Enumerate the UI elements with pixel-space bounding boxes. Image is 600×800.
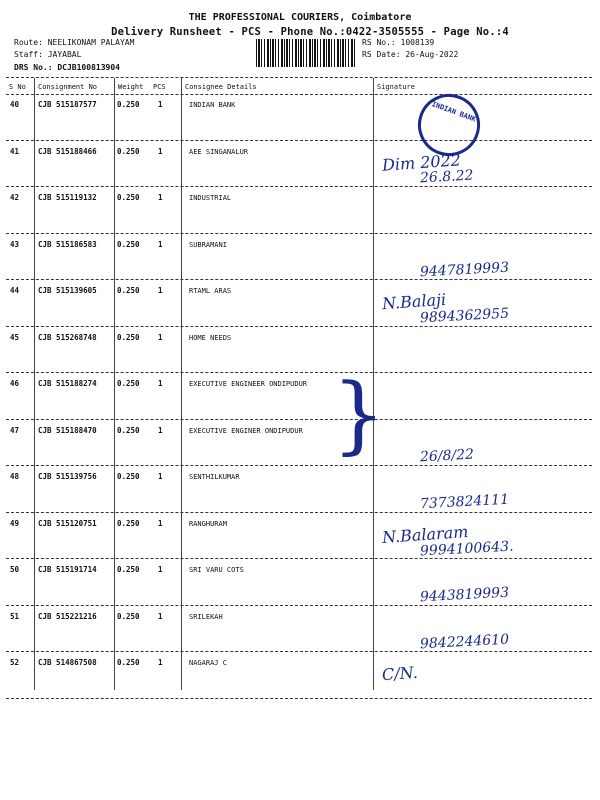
row-weight: 0.250	[117, 379, 140, 388]
row-weight: 0.250	[117, 611, 140, 621]
row-signature-note: 9894362955	[419, 305, 510, 327]
row-pcs: 1	[158, 100, 163, 109]
row-sno: 49	[10, 518, 20, 528]
column-divider	[114, 78, 115, 690]
row-weight: 0.250	[117, 565, 140, 574]
row-divider	[6, 605, 592, 606]
document-subtitle: Delivery Runsheet - PCS - Phone No.:0422-3505555 - Page No.:4	[111, 26, 509, 38]
row-consignment-no: CJB 514867508	[38, 658, 97, 667]
column-header-sno: S No	[9, 83, 26, 91]
row-weight: 0.250	[117, 518, 140, 528]
row-signature-note: 9443819993	[419, 584, 510, 606]
route-label: Route: NEELIKONAM PALAYAM	[14, 38, 135, 47]
row-pcs: 1	[158, 332, 163, 342]
row-consignment-no: CJB 515188466	[38, 146, 97, 156]
row-consignment-no: CJB 515119132	[38, 193, 97, 202]
column-header-pcs: PCS	[153, 83, 166, 91]
row-sno: 50	[10, 565, 20, 574]
row-signature-note: 7373824111	[419, 491, 510, 513]
row-pcs: 1	[158, 146, 163, 156]
row-consignment-no: CJB 515188274	[38, 379, 97, 388]
column-divider	[34, 78, 35, 690]
row-sno: 45	[10, 332, 20, 342]
row-signature-note: 9842244610	[419, 631, 510, 652]
row-divider	[6, 419, 592, 420]
row-consignee: SRILEKAH	[189, 612, 223, 621]
row-sno: 46	[10, 379, 20, 388]
row-sno: 44	[10, 286, 20, 295]
row-pcs: 1	[158, 518, 163, 528]
row-divider	[6, 186, 592, 187]
row-pcs: 1	[158, 239, 163, 249]
row-consignee: SENTHILKUMAR	[189, 473, 240, 481]
row-pcs: 1	[158, 565, 163, 574]
row-consignee: SUBRAMANI	[189, 240, 227, 249]
row-divider	[6, 558, 592, 559]
header-bottom-rule	[6, 94, 592, 95]
column-divider	[181, 78, 182, 690]
bank-stamp: INDIAN BANK	[409, 85, 488, 164]
row-consignment-no: CJB 515221216	[38, 611, 97, 621]
row-signature: C/N.	[381, 662, 419, 685]
row-divider	[6, 698, 592, 699]
row-consignee: NAGARAJ C	[189, 659, 227, 667]
row-consignment-no: CJB 515186583	[38, 239, 97, 249]
row-weight: 0.250	[117, 286, 140, 295]
row-pcs: 1	[158, 658, 163, 667]
row-consignment-no: CJB 515120751	[38, 518, 97, 528]
row-sno: 40	[10, 100, 20, 109]
row-divider	[6, 279, 592, 280]
row-sno: 51	[10, 611, 20, 621]
row-weight: 0.250	[117, 472, 140, 481]
row-pcs: 1	[158, 611, 163, 621]
row-pcs: 1	[158, 286, 163, 295]
row-weight: 0.250	[117, 658, 140, 667]
column-header-consignment: Consignment No	[38, 83, 98, 91]
row-sno: 42	[10, 193, 20, 202]
row-weight: 0.250	[117, 332, 140, 342]
rs-date: RS Date: 26-Aug-2022	[362, 50, 459, 59]
row-sno: 43	[10, 239, 20, 249]
row-signature: N.Balaram	[381, 521, 469, 547]
row-weight: 0.250	[117, 425, 140, 435]
row-sno: 41	[10, 146, 20, 156]
header-top-rule	[6, 77, 592, 78]
row-pcs: 1	[158, 425, 163, 435]
row-sno: 52	[10, 658, 20, 667]
row-consignee: INDIAN BANK	[189, 101, 236, 109]
row-consignee: RANGHURAM	[189, 519, 227, 528]
row-consignee: INDUSTRIAL	[189, 194, 232, 202]
row-consignee: AEE SINGANALUR	[189, 147, 249, 156]
row-consignment-no: CJB 515268748	[38, 332, 97, 342]
row-divider	[6, 140, 592, 141]
staff-label: Staff: JAYABAL	[14, 50, 82, 59]
row-weight: 0.250	[117, 146, 140, 156]
row-consignee: RTAML ARAS	[189, 287, 232, 295]
row-signature: Dim 2022	[381, 149, 462, 175]
rs-number: RS No.: 1008139	[362, 38, 435, 47]
row-weight: 0.250	[117, 100, 140, 109]
row-consignment-no: CJB 515191714	[38, 565, 97, 574]
row-signature-note: 26.8.22	[419, 167, 474, 186]
row-weight: 0.250	[117, 239, 140, 249]
row-divider	[6, 651, 592, 652]
row-signature: N.Balaji	[381, 289, 447, 314]
row-pcs: 1	[158, 193, 163, 202]
row-consignment-no: CJB 515187577	[38, 100, 97, 109]
barcode	[256, 39, 356, 67]
row-signature-note: 9447819993	[419, 259, 510, 280]
row-signature-note: 9994100643.	[419, 538, 514, 559]
column-header-consignee: Consignee Details	[185, 83, 257, 91]
row-consignment-no: CJB 515188470	[38, 425, 97, 435]
row-consignee: SRI VARU COTS	[189, 566, 244, 574]
column-header-weight: Weight	[118, 83, 144, 91]
row-divider	[6, 465, 592, 466]
row-divider	[6, 233, 592, 234]
drs-number: DRS No.: DCJB100813904	[14, 63, 120, 72]
row-consignment-no: CJB 515139605	[38, 286, 97, 295]
row-sno: 48	[10, 472, 20, 481]
column-header-signature: Signature	[377, 83, 415, 91]
bracket-mark: }	[332, 365, 386, 463]
row-pcs: 1	[158, 379, 163, 388]
row-consignee: EXECUTIVE ENGINER ONDIPUDUR	[189, 426, 303, 435]
row-consignee: EXECUTIVE ENGINEER ONDIPUDUR	[189, 380, 308, 388]
document-title: THE PROFESSIONAL COURIERS, Coimbatore	[188, 12, 412, 23]
row-divider	[6, 326, 592, 327]
row-divider	[6, 512, 592, 513]
row-consignee: HOME NEEDS	[189, 333, 232, 342]
row-divider	[6, 372, 592, 373]
row-sno: 47	[10, 425, 20, 435]
row-signature-note: 26/8/22	[419, 446, 475, 465]
row-pcs: 1	[158, 472, 163, 481]
row-weight: 0.250	[117, 193, 140, 202]
row-consignment-no: CJB 515139756	[38, 472, 97, 481]
